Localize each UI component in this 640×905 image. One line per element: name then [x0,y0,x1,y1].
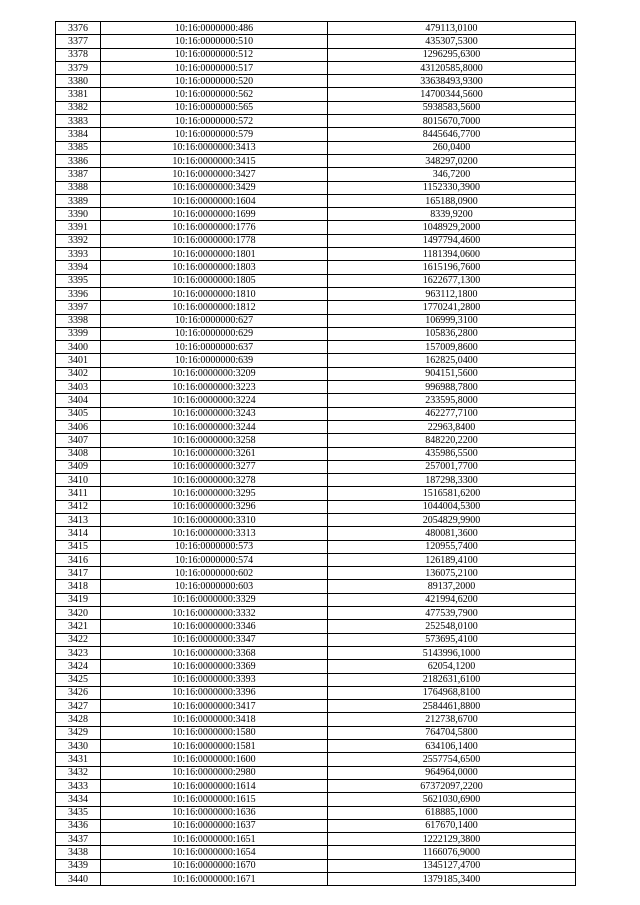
cadastral-number-cell: 10:16:0000000:573 [101,540,328,553]
value-cell: 435986,5500 [328,447,576,460]
cadastral-number-cell: 10:16:0000000:637 [101,341,328,354]
value-cell: 462277,7100 [328,407,576,420]
table-row [56,354,576,367]
cadastral-number-cell: 10:16:0000000:1670 [101,859,328,872]
table-row [56,287,576,300]
value-cell: 1516581,6200 [328,487,576,500]
table-row [56,540,576,553]
value-cell: 1048929,2000 [328,221,576,234]
value-cell: 848220,2200 [328,434,576,447]
row-number-cell: 3392 [56,234,101,247]
cadastral-number-cell: 10:16:0000000:562 [101,88,328,101]
table-row [56,793,576,806]
row-number-cell: 3440 [56,873,101,886]
table-row [56,660,576,673]
value-cell: 421994,6200 [328,593,576,606]
value-cell: 1222129,3800 [328,833,576,846]
cadastral-number-cell: 10:16:0000000:1615 [101,793,328,806]
row-number-cell: 3402 [56,367,101,380]
table-body [56,22,576,886]
table-row [56,75,576,88]
table-row [56,141,576,154]
value-cell: 5938583,5600 [328,101,576,114]
cadastral-number-cell: 10:16:0000000:3347 [101,633,328,646]
row-number-cell: 3409 [56,460,101,473]
row-number-cell: 3408 [56,447,101,460]
row-number-cell: 3427 [56,700,101,713]
table-row [56,806,576,819]
value-cell: 33638493,9300 [328,75,576,88]
row-number-cell: 3380 [56,75,101,88]
row-number-cell: 3389 [56,194,101,207]
cadastral-number-cell: 10:16:0000000:3223 [101,381,328,394]
value-cell: 8445646,7700 [328,128,576,141]
cadastral-number-cell: 10:16:0000000:3258 [101,434,328,447]
row-number-cell: 3390 [56,208,101,221]
cadastral-number-cell: 10:16:0000000:3295 [101,487,328,500]
table-row [56,194,576,207]
cadastral-number-cell: 10:16:0000000:3369 [101,660,328,673]
value-cell: 252548,0100 [328,620,576,633]
value-cell: 634106,1400 [328,740,576,753]
value-cell: 996988,7800 [328,381,576,394]
table-row [56,115,576,128]
row-number-cell: 3435 [56,806,101,819]
cadastral-number-cell: 10:16:0000000:3310 [101,513,328,526]
value-cell: 43120585,8000 [328,61,576,74]
value-cell: 8339,9200 [328,208,576,221]
row-number-cell: 3413 [56,513,101,526]
row-number-cell: 3391 [56,221,101,234]
cadastral-number-cell: 10:16:0000000:3277 [101,460,328,473]
value-cell: 106999,3100 [328,314,576,327]
row-number-cell: 3382 [56,101,101,114]
value-cell: 348297,0200 [328,154,576,167]
row-number-cell: 3386 [56,154,101,167]
table-row [56,248,576,261]
cadastral-number-cell: 10:16:0000000:1636 [101,806,328,819]
value-cell: 2557754,6500 [328,753,576,766]
cadastral-number-cell: 10:16:0000000:3429 [101,181,328,194]
table-row [56,713,576,726]
row-number-cell: 3400 [56,341,101,354]
cadastral-number-cell: 10:16:0000000:1810 [101,287,328,300]
table-row [56,367,576,380]
row-number-cell: 3393 [56,248,101,261]
row-number-cell: 3397 [56,301,101,314]
row-number-cell: 3405 [56,407,101,420]
table-row [56,208,576,221]
table-row [56,434,576,447]
table-row [56,766,576,779]
cadastral-number-cell: 10:16:0000000:1805 [101,274,328,287]
cadastral-number-cell: 10:16:0000000:579 [101,128,328,141]
row-number-cell: 3439 [56,859,101,872]
table-row [56,314,576,327]
cadastral-number-cell: 10:16:0000000:3243 [101,407,328,420]
value-cell: 964964,0000 [328,766,576,779]
cadastral-number-cell: 10:16:0000000:1776 [101,221,328,234]
value-cell: 1166076,9000 [328,846,576,859]
row-number-cell: 3376 [56,22,101,35]
cadastral-number-cell: 10:16:0000000:3427 [101,168,328,181]
table-row [56,500,576,513]
table-row [56,620,576,633]
table-row [56,819,576,832]
value-cell: 2054829,9900 [328,513,576,526]
cadastral-number-cell: 10:16:0000000:3261 [101,447,328,460]
cadastral-number-cell: 10:16:0000000:3346 [101,620,328,633]
table-row [56,646,576,659]
row-number-cell: 3407 [56,434,101,447]
cadastral-number-cell: 10:16:0000000:1801 [101,248,328,261]
table-row [56,327,576,340]
table-row [56,181,576,194]
cadastral-number-cell: 10:16:0000000:627 [101,314,328,327]
value-cell: 14700344,5600 [328,88,576,101]
value-cell: 1615196,7600 [328,261,576,274]
cadastral-number-cell: 10:16:0000000:1654 [101,846,328,859]
row-number-cell: 3384 [56,128,101,141]
cadastral-number-cell: 10:16:0000000:3396 [101,686,328,699]
row-number-cell: 3420 [56,607,101,620]
value-cell: 126189,4100 [328,553,576,566]
value-cell: 1181394,0600 [328,248,576,261]
row-number-cell: 3417 [56,567,101,580]
row-number-cell: 3399 [56,327,101,340]
table-row [56,88,576,101]
value-cell: 5621030,6900 [328,793,576,806]
row-number-cell: 3396 [56,287,101,300]
value-cell: 480081,3600 [328,527,576,540]
table-row [56,873,576,886]
row-number-cell: 3433 [56,779,101,792]
table-row [56,833,576,846]
table-row [56,341,576,354]
value-cell: 22963,8400 [328,420,576,433]
table-row [56,221,576,234]
row-number-cell: 3429 [56,726,101,739]
cadastral-number-cell: 10:16:0000000:3209 [101,367,328,380]
cadastral-number-cell: 10:16:0000000:3332 [101,607,328,620]
value-cell: 120955,7400 [328,540,576,553]
table-row [56,301,576,314]
value-cell: 165188,0900 [328,194,576,207]
value-cell: 2182631,6100 [328,673,576,686]
cadastral-number-cell: 10:16:0000000:3296 [101,500,328,513]
value-cell: 212738,6700 [328,713,576,726]
table-row [56,553,576,566]
value-cell: 233595,8000 [328,394,576,407]
cadastral-number-cell: 10:16:0000000:603 [101,580,328,593]
cadastral-number-cell: 10:16:0000000:1581 [101,740,328,753]
table-row [56,753,576,766]
value-cell: 1044004,5300 [328,500,576,513]
row-number-cell: 3425 [56,673,101,686]
value-cell: 1379185,3400 [328,873,576,886]
table-row [56,700,576,713]
cadastral-number-cell: 10:16:0000000:512 [101,48,328,61]
row-number-cell: 3387 [56,168,101,181]
cadastral-number-cell: 10:16:0000000:3415 [101,154,328,167]
row-number-cell: 3418 [56,580,101,593]
table-row [56,474,576,487]
table-row [56,846,576,859]
row-number-cell: 3414 [56,527,101,540]
row-number-cell: 3406 [56,420,101,433]
cadastral-number-cell: 10:16:0000000:510 [101,35,328,48]
row-number-cell: 3388 [56,181,101,194]
row-number-cell: 3381 [56,88,101,101]
table-row [56,673,576,686]
table-row [56,567,576,580]
value-cell: 260,0400 [328,141,576,154]
table-row [56,580,576,593]
value-cell: 904151,5600 [328,367,576,380]
cadastral-number-cell: 10:16:0000000:1580 [101,726,328,739]
cadastral-number-cell: 10:16:0000000:3413 [101,141,328,154]
row-number-cell: 3398 [56,314,101,327]
value-cell: 67372097,2200 [328,779,576,792]
value-cell: 1345127,4700 [328,859,576,872]
cadastral-number-cell: 10:16:0000000:3417 [101,700,328,713]
cadastral-number-cell: 10:16:0000000:1778 [101,234,328,247]
table-row [56,128,576,141]
table-row [56,101,576,114]
value-cell: 617670,1400 [328,819,576,832]
value-cell: 346,7200 [328,168,576,181]
cadastral-number-cell: 10:16:0000000:1671 [101,873,328,886]
cadastral-number-cell: 10:16:0000000:486 [101,22,328,35]
cadastral-number-cell: 10:16:0000000:3278 [101,474,328,487]
cadastral-number-cell: 10:16:0000000:1651 [101,833,328,846]
row-number-cell: 3403 [56,381,101,394]
table-row [56,234,576,247]
cadastral-value-table [55,21,576,886]
cadastral-number-cell: 10:16:0000000:1604 [101,194,328,207]
table-row [56,686,576,699]
table-row [56,168,576,181]
value-cell: 573695,4100 [328,633,576,646]
value-cell: 477539,7900 [328,607,576,620]
value-cell: 1764968,8100 [328,686,576,699]
cadastral-number-cell: 10:16:0000000:574 [101,553,328,566]
table-row [56,35,576,48]
table-row [56,407,576,420]
table-row [56,394,576,407]
table-row [56,420,576,433]
table-row [56,460,576,473]
row-number-cell: 3438 [56,846,101,859]
value-cell: 187298,3300 [328,474,576,487]
value-cell: 479113,0100 [328,22,576,35]
row-number-cell: 3422 [56,633,101,646]
value-cell: 963112,1800 [328,287,576,300]
value-cell: 62054,1200 [328,660,576,673]
cadastral-number-cell: 10:16:0000000:3244 [101,420,328,433]
row-number-cell: 3430 [56,740,101,753]
table-row [56,61,576,74]
cadastral-number-cell: 10:16:0000000:2980 [101,766,328,779]
cadastral-number-cell: 10:16:0000000:520 [101,75,328,88]
row-number-cell: 3434 [56,793,101,806]
cadastral-number-cell: 10:16:0000000:1637 [101,819,328,832]
table-row [56,487,576,500]
table-row [56,261,576,274]
value-cell: 2584461,8800 [328,700,576,713]
table-row [56,381,576,394]
cadastral-number-cell: 10:16:0000000:1803 [101,261,328,274]
cadastral-number-cell: 10:16:0000000:3368 [101,646,328,659]
row-number-cell: 3436 [56,819,101,832]
row-number-cell: 3426 [56,686,101,699]
value-cell: 105836,2800 [328,327,576,340]
row-number-cell: 3377 [56,35,101,48]
cadastral-number-cell: 10:16:0000000:1812 [101,301,328,314]
cadastral-number-cell: 10:16:0000000:3418 [101,713,328,726]
value-cell: 89137,2000 [328,580,576,593]
value-cell: 5143996,1000 [328,646,576,659]
table-row [56,527,576,540]
row-number-cell: 3419 [56,593,101,606]
row-number-cell: 3423 [56,646,101,659]
cadastral-number-cell: 10:16:0000000:3313 [101,527,328,540]
row-number-cell: 3383 [56,115,101,128]
cadastral-number-cell: 10:16:0000000:1699 [101,208,328,221]
table-row [56,740,576,753]
table-row [56,513,576,526]
value-cell: 618885,1000 [328,806,576,819]
row-number-cell: 3385 [56,141,101,154]
value-cell: 136075,2100 [328,567,576,580]
table-row [56,726,576,739]
table-row [56,859,576,872]
value-cell: 257001,7700 [328,460,576,473]
row-number-cell: 3411 [56,487,101,500]
table-row [56,48,576,61]
cadastral-number-cell: 10:16:0000000:1600 [101,753,328,766]
value-cell: 1622677,1300 [328,274,576,287]
value-cell: 1152330,3900 [328,181,576,194]
table-row [56,633,576,646]
row-number-cell: 3416 [56,553,101,566]
cadastral-number-cell: 10:16:0000000:565 [101,101,328,114]
cadastral-number-cell: 10:16:0000000:517 [101,61,328,74]
cadastral-number-cell: 10:16:0000000:629 [101,327,328,340]
value-cell: 1497794,4600 [328,234,576,247]
cadastral-number-cell: 10:16:0000000:3329 [101,593,328,606]
value-cell: 1296295,6300 [328,48,576,61]
table-row [56,593,576,606]
row-number-cell: 3404 [56,394,101,407]
value-cell: 435307,5300 [328,35,576,48]
row-number-cell: 3410 [56,474,101,487]
table-row [56,447,576,460]
table-row [56,22,576,35]
cadastral-number-cell: 10:16:0000000:639 [101,354,328,367]
row-number-cell: 3432 [56,766,101,779]
table-row [56,779,576,792]
table-row [56,154,576,167]
cadastral-number-cell: 10:16:0000000:572 [101,115,328,128]
table-row [56,274,576,287]
cadastral-number-cell: 10:16:0000000:3393 [101,673,328,686]
cadastral-number-cell: 10:16:0000000:3224 [101,394,328,407]
row-number-cell: 3428 [56,713,101,726]
row-number-cell: 3415 [56,540,101,553]
row-number-cell: 3431 [56,753,101,766]
row-number-cell: 3394 [56,261,101,274]
value-cell: 1770241,2800 [328,301,576,314]
row-number-cell: 3412 [56,500,101,513]
value-cell: 162825,0400 [328,354,576,367]
cadastral-number-cell: 10:16:0000000:1614 [101,779,328,792]
row-number-cell: 3395 [56,274,101,287]
row-number-cell: 3379 [56,61,101,74]
row-number-cell: 3378 [56,48,101,61]
row-number-cell: 3424 [56,660,101,673]
cadastral-number-cell: 10:16:0000000:602 [101,567,328,580]
row-number-cell: 3401 [56,354,101,367]
row-number-cell: 3421 [56,620,101,633]
value-cell: 8015670,7000 [328,115,576,128]
value-cell: 764704,5800 [328,726,576,739]
row-number-cell: 3437 [56,833,101,846]
value-cell: 157009,8600 [328,341,576,354]
table-row [56,607,576,620]
